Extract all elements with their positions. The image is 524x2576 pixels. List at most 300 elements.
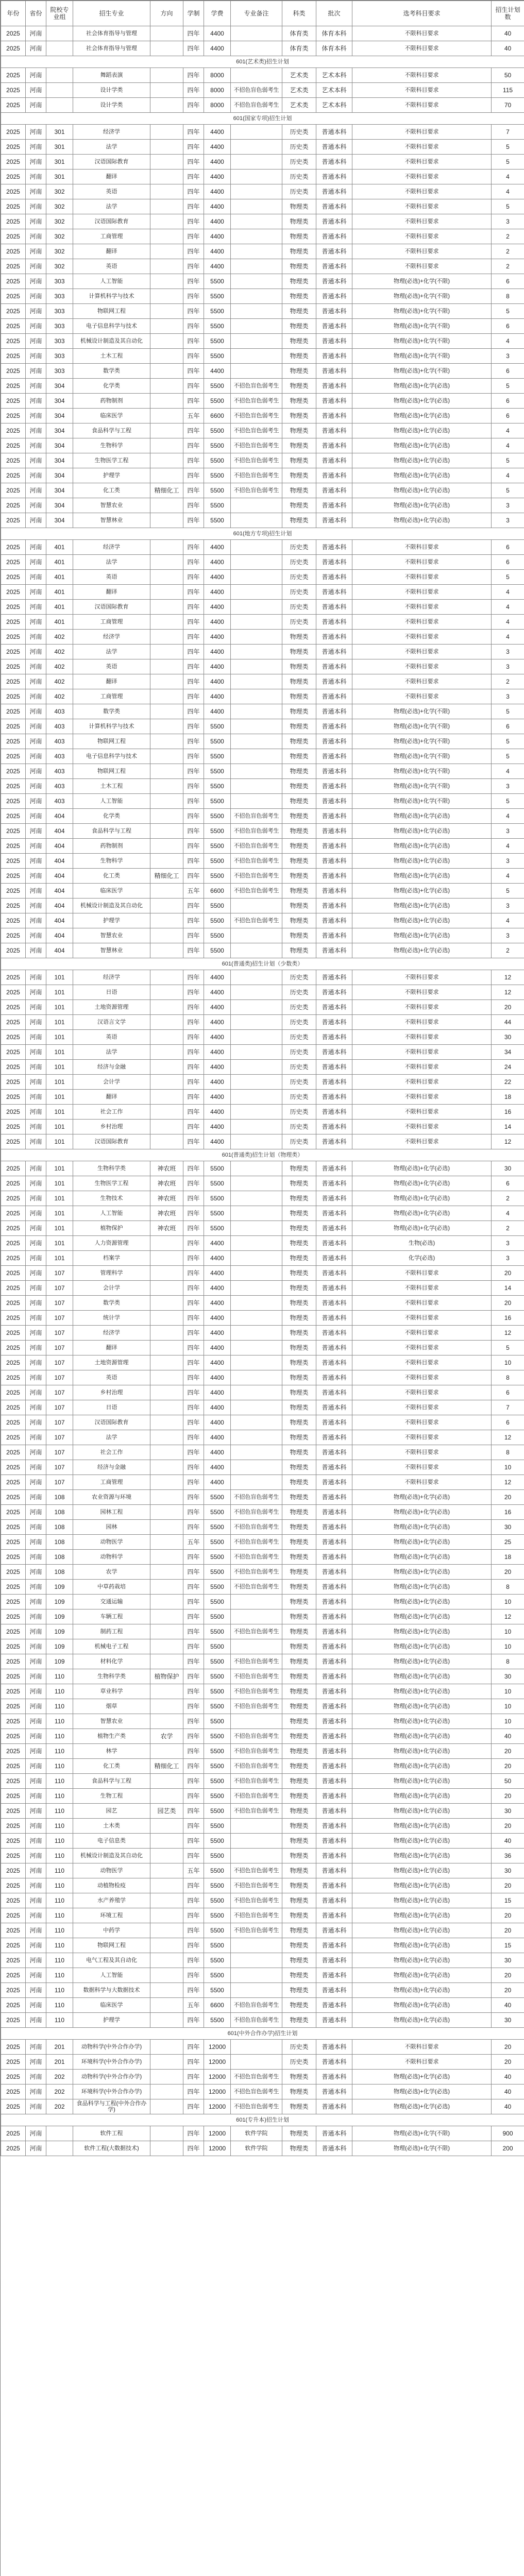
duration-cell: 四年: [183, 1834, 204, 1849]
subject-cell: 不限科目要求: [352, 1430, 492, 1445]
batch-cell: 普通本科: [316, 1520, 352, 1535]
table-row: [1, 364, 524, 379]
plan-cell: 30: [492, 1804, 524, 1819]
subject-cell: 物理(必选)+化学(必选): [352, 1923, 492, 1938]
year-cell: 2025: [1, 274, 26, 289]
tuition-cell: 4400: [204, 600, 231, 615]
group-cell: 101: [46, 1236, 73, 1251]
major-cell: 车辆工程: [73, 1609, 150, 1624]
batch-cell: 普通本科: [316, 719, 352, 734]
major-cell: 日语: [73, 1400, 150, 1415]
duration-cell: 四年: [183, 913, 204, 928]
remark-cell: 不招色盲色弱考生: [231, 98, 282, 113]
remark-cell: [231, 140, 282, 155]
province-cell: 河南: [26, 1000, 46, 1015]
subject-cell: 物理(必选)+化学(必选): [352, 1505, 492, 1520]
category-cell: 物理类: [282, 1968, 316, 1983]
province-cell: 河南: [26, 854, 46, 869]
province-cell: 河南: [26, 734, 46, 749]
table-row: [1, 1221, 524, 1236]
batch-cell: 普通本科: [316, 1370, 352, 1385]
batch-cell: 普通本科: [316, 1490, 352, 1505]
batch-cell: 普通本科: [316, 155, 352, 170]
group-cell: 402: [46, 645, 73, 659]
table-row: [1, 155, 524, 170]
category-cell: 物理类: [282, 1251, 316, 1266]
major-cell: 经济学: [73, 1326, 150, 1341]
direction-cell: [150, 2141, 183, 2156]
major-cell: 管理科学: [73, 1266, 150, 1281]
batch-cell: 普通本科: [316, 423, 352, 438]
duration-cell: 四年: [183, 659, 204, 674]
remark-cell: [231, 1251, 282, 1266]
duration-cell: 四年: [183, 1565, 204, 1580]
year-cell: 2025: [1, 1609, 26, 1624]
province-cell: 河南: [26, 453, 46, 468]
year-cell: 2025: [1, 199, 26, 214]
plan-cell: 7: [492, 1400, 524, 1415]
direction-cell: [150, 884, 183, 899]
tuition-cell: 5500: [204, 1535, 231, 1550]
plan-cell: 30: [492, 1863, 524, 1878]
batch-cell: 普通本科: [316, 1595, 352, 1609]
batch-cell: 普通本科: [316, 2099, 352, 2114]
table-row: [1, 1251, 524, 1266]
category-cell: 物理类: [282, 1236, 316, 1251]
duration-cell: 四年: [183, 1326, 204, 1341]
group-cell: 101: [46, 1120, 73, 1134]
plan-cell: 20: [492, 1908, 524, 1923]
remark-cell: 不招色盲色弱考生: [231, 1998, 282, 2013]
major-cell: 食品科学与工程(中外合作办学): [73, 2099, 150, 2114]
tuition-cell: 5500: [204, 1565, 231, 1580]
year-cell: 2025: [1, 26, 26, 41]
plan-cell: 3: [492, 349, 524, 364]
major-cell: 食品科学与工程: [73, 824, 150, 839]
group-cell: 110: [46, 1938, 73, 1953]
duration-cell: 四年: [183, 854, 204, 869]
remark-cell: [231, 555, 282, 570]
remark-cell: [231, 1430, 282, 1445]
group-cell: 403: [46, 764, 73, 779]
major-cell: 社会体育指导与管理: [73, 41, 150, 56]
subject-cell: 不限科目要求: [352, 615, 492, 630]
major-cell: 食品科学与工程: [73, 423, 150, 438]
group-cell: 304: [46, 438, 73, 453]
major-cell: 设计学类: [73, 83, 150, 98]
batch-cell: 普通本科: [316, 1849, 352, 1863]
subject-cell: 物理(必选)+化学(不限): [352, 704, 492, 719]
province-cell: 河南: [26, 1804, 46, 1819]
group-cell: 109: [46, 1654, 73, 1669]
group-cell: 101: [46, 1000, 73, 1015]
tuition-cell: 5500: [204, 1938, 231, 1953]
group-cell: 101: [46, 1030, 73, 1045]
group-cell: 107: [46, 1430, 73, 1445]
plan-cell: 5: [492, 155, 524, 170]
major-cell: 工商管理: [73, 1475, 150, 1490]
major-cell: 社会工作: [73, 1445, 150, 1460]
tuition-cell: 5500: [204, 304, 231, 319]
plan-cell: 6: [492, 719, 524, 734]
province-cell: 河南: [26, 1060, 46, 1075]
category-cell: 物理类: [282, 229, 316, 244]
major-cell: 汉语国际教育: [73, 155, 150, 170]
category-cell: 艺术类: [282, 98, 316, 113]
duration-cell: 四年: [183, 1251, 204, 1266]
duration-cell: 四年: [183, 468, 204, 483]
direction-cell: [150, 555, 183, 570]
duration-cell: 四年: [183, 824, 204, 839]
col-group-header: 院校专业组: [46, 1, 73, 26]
category-cell: 物理类: [282, 630, 316, 645]
duration-cell: 四年: [183, 1953, 204, 1968]
plan-cell: 12: [492, 1134, 524, 1149]
duration-cell: 五年: [183, 884, 204, 899]
remark-cell: [231, 585, 282, 600]
major-cell: 智慧农业: [73, 928, 150, 943]
batch-cell: 普通本科: [316, 600, 352, 615]
group-cell: 107: [46, 1281, 73, 1296]
major-cell: 化学类: [73, 379, 150, 394]
province-cell: 河南: [26, 1834, 46, 1849]
plan-cell: 5: [492, 199, 524, 214]
year-cell: 2025: [1, 1370, 26, 1385]
category-cell: 历史类: [282, 600, 316, 615]
group-cell: 201: [46, 2055, 73, 2070]
subject-cell: 不限科目要求: [352, 2040, 492, 2055]
plan-cell: 40: [492, 41, 524, 56]
subject-cell: 物理(必选)+化学(必选): [352, 1893, 492, 1908]
province-cell: 河南: [26, 1774, 46, 1789]
subject-cell: 物理(必选)+化学(必选): [352, 1520, 492, 1535]
group-cell: 109: [46, 1580, 73, 1595]
group-cell: [46, 2141, 73, 2156]
tuition-cell: 4400: [204, 1060, 231, 1075]
duration-cell: 四年: [183, 513, 204, 528]
tuition-cell: 5500: [204, 1624, 231, 1639]
subject-cell: 物理(必选)+化学(必选): [352, 884, 492, 899]
tuition-cell: 5500: [204, 824, 231, 839]
plan-cell: 40: [492, 26, 524, 41]
duration-cell: 四年: [183, 1624, 204, 1639]
duration-cell: 四年: [183, 1266, 204, 1281]
table-row: [1, 1326, 524, 1341]
group-cell: 107: [46, 1460, 73, 1475]
subject-cell: 物理(必选)+化学(必选): [352, 943, 492, 958]
year-cell: 2025: [1, 1938, 26, 1953]
table-row: [1, 1385, 524, 1400]
subject-cell: 不限科目要求: [352, 585, 492, 600]
tuition-cell: 5500: [204, 1221, 231, 1236]
remark-cell: [231, 1281, 282, 1296]
tuition-cell: 5500: [204, 779, 231, 794]
subject-cell: 不限科目要求: [352, 214, 492, 229]
subject-cell: 物理(必选)+化学(必选): [352, 1669, 492, 1684]
subject-cell: 物理(必选)+化学(必选): [352, 394, 492, 409]
plan-cell: 30: [492, 1520, 524, 1535]
plan-cell: 20: [492, 1789, 524, 1804]
plan-cell: 2: [492, 244, 524, 259]
province-cell: 河南: [26, 2040, 46, 2055]
group-cell: 110: [46, 1759, 73, 1774]
batch-cell: 普通本科: [316, 585, 352, 600]
group-cell: 101: [46, 1191, 73, 1206]
province-cell: 河南: [26, 630, 46, 645]
province-cell: 河南: [26, 498, 46, 513]
major-cell: 生物医学工程: [73, 453, 150, 468]
table-row: [1, 1699, 524, 1714]
direction-cell: [150, 1120, 183, 1134]
group-cell: 110: [46, 1834, 73, 1849]
plan-cell: 5: [492, 304, 524, 319]
plan-cell: 14: [492, 1281, 524, 1296]
group-cell: 107: [46, 1370, 73, 1385]
remark-cell: [231, 1968, 282, 1983]
tuition-cell: 5500: [204, 1684, 231, 1699]
major-cell: 软件工程: [73, 2126, 150, 2141]
major-cell: 化工类: [73, 869, 150, 884]
subject-cell: 不限科目要求: [352, 68, 492, 83]
group-cell: 101: [46, 970, 73, 985]
batch-cell: 普通本科: [316, 540, 352, 555]
plan-cell: 6: [492, 274, 524, 289]
major-cell: 人工智能: [73, 274, 150, 289]
category-cell: 物理类: [282, 1191, 316, 1206]
tuition-cell: 5500: [204, 1834, 231, 1849]
year-cell: 2025: [1, 899, 26, 913]
tuition-cell: 4400: [204, 674, 231, 689]
major-cell: 化学类: [73, 809, 150, 824]
tuition-cell: 4400: [204, 585, 231, 600]
category-cell: 历史类: [282, 170, 316, 184]
group-cell: 108: [46, 1565, 73, 1580]
plan-cell: 4: [492, 170, 524, 184]
section-header-row: [1, 2114, 524, 2126]
direction-cell: [150, 2055, 183, 2070]
major-cell: 法学: [73, 1045, 150, 1060]
group-cell: 110: [46, 1774, 73, 1789]
tuition-cell: 4400: [204, 41, 231, 56]
year-cell: 2025: [1, 1684, 26, 1699]
direction-cell: [150, 1535, 183, 1550]
group-cell: 107: [46, 1400, 73, 1415]
year-cell: 2025: [1, 364, 26, 379]
batch-cell: 普通本科: [316, 2070, 352, 2084]
table-row: [1, 199, 524, 214]
batch-cell: 普通本科: [316, 229, 352, 244]
plan-cell: 5: [492, 483, 524, 498]
tuition-cell: 5500: [204, 1923, 231, 1938]
table-row: [1, 1804, 524, 1819]
direction-cell: [150, 1400, 183, 1415]
group-cell: 201: [46, 2040, 73, 2055]
table-row: [1, 394, 524, 409]
direction-cell: [150, 1090, 183, 1105]
tuition-cell: 5500: [204, 1759, 231, 1774]
major-cell: 智慧农业: [73, 1714, 150, 1729]
duration-cell: 四年: [183, 1983, 204, 1998]
tuition-cell: 5500: [204, 1520, 231, 1535]
remark-cell: [231, 1639, 282, 1654]
direction-cell: [150, 1341, 183, 1355]
batch-cell: 普通本科: [316, 170, 352, 184]
subject-cell: 物理(必选)+化学(必选): [352, 423, 492, 438]
category-cell: 物理类: [282, 749, 316, 764]
remark-cell: [231, 540, 282, 555]
major-cell: 土木工程: [73, 779, 150, 794]
province-cell: 河南: [26, 1281, 46, 1296]
major-cell: 环境工程: [73, 1908, 150, 1923]
category-cell: 历史类: [282, 1105, 316, 1120]
province-cell: 河南: [26, 1699, 46, 1714]
direction-cell: [150, 26, 183, 41]
col-direction-header: 方向: [150, 1, 183, 26]
direction-cell: [150, 585, 183, 600]
group-cell: 404: [46, 943, 73, 958]
group-cell: 110: [46, 1908, 73, 1923]
category-cell: 物理类: [282, 349, 316, 364]
major-cell: 化工类: [73, 1759, 150, 1774]
duration-cell: 四年: [183, 1075, 204, 1090]
section-title: 601(地方专项)招生计划: [1, 528, 524, 540]
direction-cell: 神农班: [150, 1206, 183, 1221]
table-row: [1, 1953, 524, 1968]
batch-cell: 普通本科: [316, 1624, 352, 1639]
year-cell: 2025: [1, 1490, 26, 1505]
table-row: [1, 1983, 524, 1998]
category-cell: 艺术类: [282, 68, 316, 83]
year-cell: 2025: [1, 1505, 26, 1520]
category-cell: 物理类: [282, 764, 316, 779]
province-cell: 河南: [26, 899, 46, 913]
plan-cell: 20: [492, 1565, 524, 1580]
table-row: [1, 83, 524, 98]
batch-cell: 普通本科: [316, 570, 352, 585]
direction-cell: [150, 1609, 183, 1624]
plan-cell: 18: [492, 1550, 524, 1565]
subject-cell: 不限科目要求: [352, 1415, 492, 1430]
group-cell: 110: [46, 1953, 73, 1968]
duration-cell: 四年: [183, 1400, 204, 1415]
category-cell: 物理类: [282, 824, 316, 839]
duration-cell: 四年: [183, 1176, 204, 1191]
tuition-cell: 12000: [204, 2099, 231, 2114]
tuition-cell: 12000: [204, 2040, 231, 2055]
plan-cell: 2: [492, 1221, 524, 1236]
duration-cell: 四年: [183, 1654, 204, 1669]
remark-cell: [231, 600, 282, 615]
subject-cell: 不限科目要求: [352, 689, 492, 704]
major-cell: 植物生产类: [73, 1729, 150, 1744]
plan-cell: 3: [492, 498, 524, 513]
year-cell: 2025: [1, 1998, 26, 2013]
year-cell: 2025: [1, 824, 26, 839]
plan-cell: 8: [492, 1580, 524, 1595]
year-cell: 2025: [1, 884, 26, 899]
duration-cell: 四年: [183, 1415, 204, 1430]
province-cell: 河南: [26, 199, 46, 214]
duration-cell: 四年: [183, 1744, 204, 1759]
table-row: [1, 1849, 524, 1863]
batch-cell: 艺术本科: [316, 98, 352, 113]
plan-cell: 4: [492, 809, 524, 824]
duration-cell: 四年: [183, 41, 204, 56]
group-cell: 107: [46, 1341, 73, 1355]
plan-cell: 5: [492, 794, 524, 809]
direction-cell: [150, 498, 183, 513]
year-cell: 2025: [1, 1105, 26, 1120]
group-cell: 110: [46, 1849, 73, 1863]
plan-cell: 3: [492, 689, 524, 704]
duration-cell: 四年: [183, 645, 204, 659]
table-row: [1, 1819, 524, 1834]
plan-cell: 10: [492, 1639, 524, 1654]
plan-cell: 30: [492, 1669, 524, 1684]
direction-cell: [150, 1834, 183, 1849]
category-cell: 物理类: [282, 1654, 316, 1669]
province-cell: 河南: [26, 423, 46, 438]
batch-cell: 普通本科: [316, 839, 352, 854]
batch-cell: 普通本科: [316, 659, 352, 674]
major-cell: 人工智能: [73, 1206, 150, 1221]
table-row: [1, 809, 524, 824]
major-cell: 英语: [73, 659, 150, 674]
direction-cell: [150, 630, 183, 645]
category-cell: 物理类: [282, 1221, 316, 1236]
direction-cell: [150, 645, 183, 659]
province-cell: 河南: [26, 1789, 46, 1804]
direction-cell: [150, 41, 183, 56]
group-cell: [46, 2126, 73, 2141]
category-cell: 物理类: [282, 645, 316, 659]
direction-cell: [150, 1580, 183, 1595]
remark-cell: [231, 1191, 282, 1206]
category-cell: 物理类: [282, 1266, 316, 1281]
subject-cell: 不限科目要求: [352, 674, 492, 689]
batch-cell: 普通本科: [316, 1341, 352, 1355]
duration-cell: 四年: [183, 244, 204, 259]
category-cell: 物理类: [282, 1849, 316, 1863]
group-cell: 401: [46, 555, 73, 570]
category-cell: 物理类: [282, 1863, 316, 1878]
year-cell: 2025: [1, 1565, 26, 1580]
tuition-cell: 4400: [204, 1015, 231, 1030]
group-cell: 107: [46, 1355, 73, 1370]
batch-cell: 普通本科: [316, 379, 352, 394]
province-cell: 河南: [26, 1744, 46, 1759]
province-cell: 河南: [26, 1923, 46, 1938]
year-cell: 2025: [1, 1759, 26, 1774]
table-row: [1, 1744, 524, 1759]
batch-cell: 普通本科: [316, 1296, 352, 1311]
direction-cell: [150, 1505, 183, 1520]
plan-cell: 200: [492, 2141, 524, 2156]
batch-cell: 普通本科: [316, 1953, 352, 1968]
plan-cell: 3: [492, 824, 524, 839]
direction-cell: [150, 1236, 183, 1251]
group-cell: 101: [46, 1090, 73, 1105]
plan-cell: 2: [492, 674, 524, 689]
province-cell: 河南: [26, 1221, 46, 1236]
group-cell: 110: [46, 1893, 73, 1908]
province-cell: 河南: [26, 1370, 46, 1385]
year-cell: 2025: [1, 98, 26, 113]
year-cell: 2025: [1, 184, 26, 199]
section-header-row: [1, 958, 524, 970]
direction-cell: [150, 438, 183, 453]
major-cell: 汉语国际教育: [73, 1134, 150, 1149]
